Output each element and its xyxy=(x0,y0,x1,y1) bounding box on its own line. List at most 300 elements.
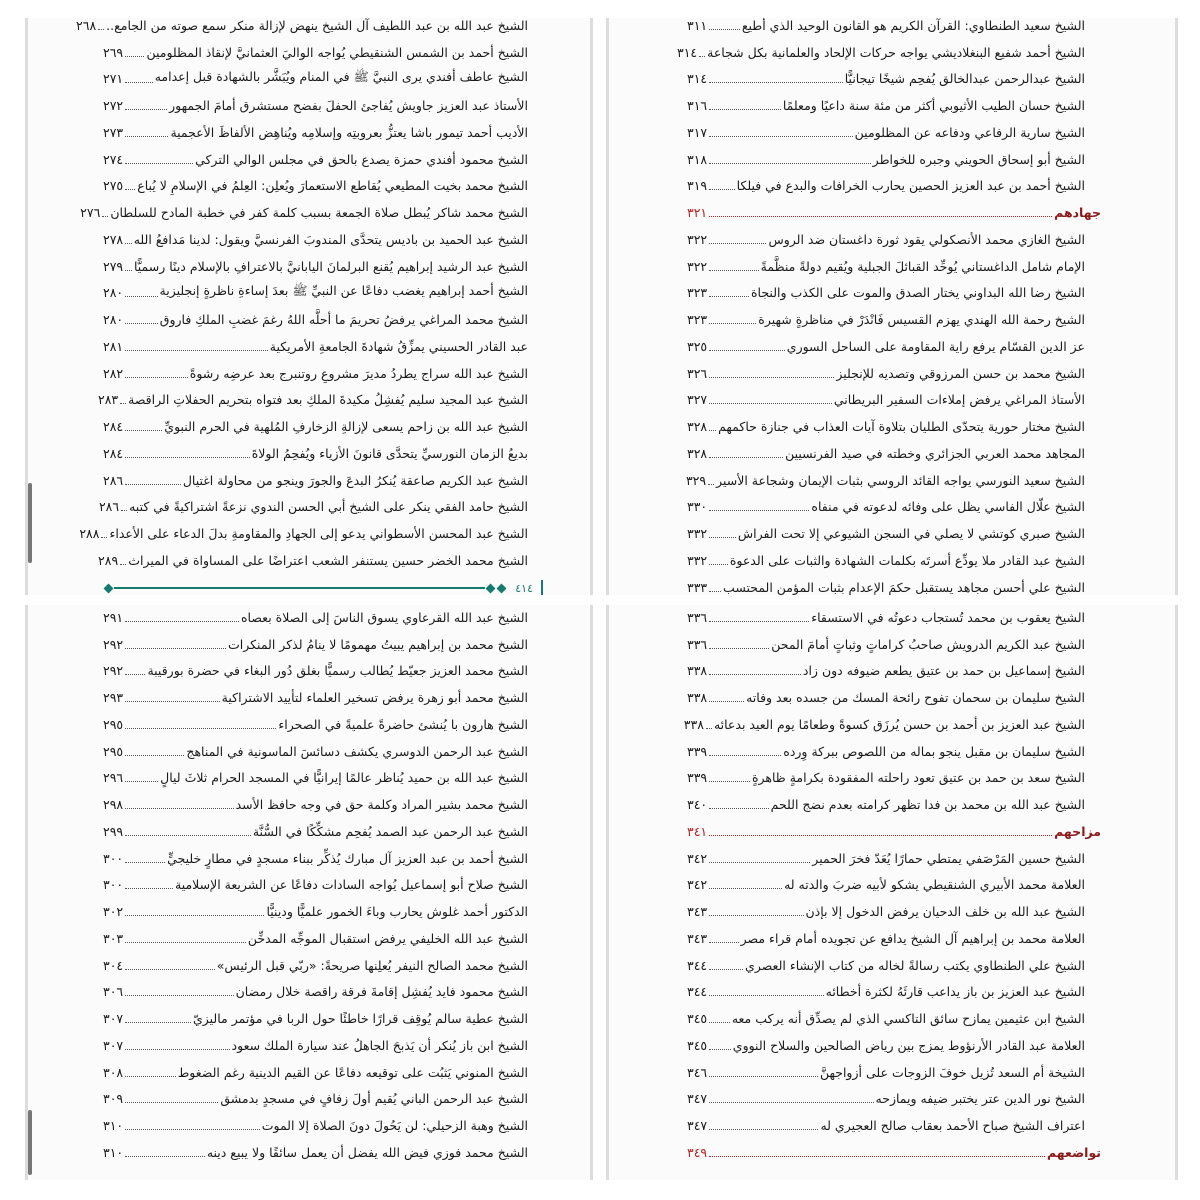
dot-leader xyxy=(125,915,264,916)
toc-entry[interactable] xyxy=(103,631,528,658)
toc-entry[interactable] xyxy=(687,494,1085,521)
entry-title: الشيخ يعقوب بن محمد تُستجاب دعوتُه في الاستسقاء xyxy=(811,609,1085,625)
entry-title: الشيخ عبد الله بن حميد يُناظر عالمًا إيرانيًّا في المسجد الحرام ثلاثَ ليالٍ xyxy=(160,770,528,786)
toc-entry[interactable] xyxy=(103,979,528,1006)
entry-title: الشيخ محمد بن إبراهيم يبيتُ مهمومًا لا ينامُ لذكر المنكرات xyxy=(228,636,528,652)
dot-leader xyxy=(125,82,153,83)
dot-leader xyxy=(709,216,1052,217)
entry-page-number: ٢٩١ xyxy=(103,609,124,625)
toc-entry[interactable] xyxy=(687,952,1085,979)
entry-page-number: ٣١٠ xyxy=(103,1118,124,1134)
entry-title: الشيخ عبد الله سراج يطردُ مديرَ مشروعِ روتنبرج بعد عرضِه رشوةً xyxy=(189,365,528,381)
entry-page-number: ٢٧٨ xyxy=(103,231,124,247)
entry-title: المجاهد محمد العربي الجزائري وخطته في صيد الفرنسيين xyxy=(785,445,1085,461)
dot-leader xyxy=(125,621,239,622)
toc-entry[interactable] xyxy=(103,898,528,925)
entry-title: الشيخ إسماعيل بن حمد بن عتيق يطعم ضيوفه دون زاد xyxy=(802,663,1085,679)
ornament-diamond-icon xyxy=(486,583,496,593)
entry-title: الشيخ مختار حورية يتحدّى الطليان بتلاوة آيات العذاب في جنازة حاكمهم xyxy=(718,419,1085,435)
dot-leader xyxy=(121,510,127,511)
dot-leader xyxy=(709,1102,873,1103)
dot-leader xyxy=(709,1129,818,1130)
dot-leader xyxy=(709,621,809,622)
entry-page-number: ٢٧٥ xyxy=(103,178,124,194)
entry-page-number: ٣٠٠ xyxy=(103,850,124,866)
entry-page-number: ٢٧٣ xyxy=(103,124,124,140)
entry-title: الشيخ سليمان بن سحمان تفوح رائحة المسك من جسده بعد وفاته xyxy=(746,690,1085,706)
toc-entry[interactable] xyxy=(687,791,1085,818)
toc-entry[interactable] xyxy=(687,684,1085,711)
entry-title: الإمام شامل الداغستاني يُوحِّد القبائلَ الجبلية ويُقيم دولةً منظَّمةً xyxy=(760,258,1085,274)
dot-leader xyxy=(125,808,233,809)
dot-leader xyxy=(709,323,756,324)
dot-leader xyxy=(708,484,714,485)
entry-title: الشيخ صلاح أبو إسماعيل يُواجه السادات دفاعًا عن الشريعة الإسلامية xyxy=(175,877,528,893)
entry-title: الشيخ محمود أفندي حمزة يصدع بالحق في مجلس الوالي التركي xyxy=(195,151,528,167)
entry-page-number: ٢٨٤ xyxy=(103,445,124,461)
toc-entry[interactable] xyxy=(103,738,528,765)
dot-leader xyxy=(125,995,233,996)
toc-entry[interactable] xyxy=(687,440,1085,467)
toc-entry[interactable] xyxy=(687,605,1085,631)
dot-leader xyxy=(125,136,168,137)
toc-entry[interactable] xyxy=(687,360,1085,387)
entry-title: الشيخ أحمد شفيع البنغلاديشي يواجه حركات الإلحاد والعلمانية بكل شجاعة xyxy=(707,44,1085,60)
entry-page-number: ٣٣٩ xyxy=(687,743,708,759)
entry-title: الشيخ عبد الحميد بن باديس يتحدَّى المندوبَ الفرنسيَّ ويقول: لدينا مَدافعُ الله xyxy=(133,231,528,247)
page-top-left xyxy=(25,18,593,595)
entry-title: الشيخ حامد الفقي ينكر على الشيخ أبي الحسن الندوي نزعةً اشتراكيةً في كتبه xyxy=(129,499,528,515)
entry-title: الشيخ عبد الرحمن الدوسري يكشف دسائسَ الماسونية في المناهج xyxy=(186,743,528,759)
entry-page-number: ٢٨٤ xyxy=(103,419,124,435)
toc-entry[interactable] xyxy=(103,765,528,792)
dot-leader xyxy=(125,969,215,970)
dot-leader xyxy=(709,377,834,378)
dot-leader xyxy=(125,296,157,297)
page-bottom-left xyxy=(25,605,593,1180)
toc-list xyxy=(103,605,528,1166)
toc-entry[interactable] xyxy=(687,226,1085,253)
entry-page-number: ٣١٤ xyxy=(687,71,708,87)
dot-leader xyxy=(125,942,246,943)
entry-page-number: ٣٢٦ xyxy=(687,365,708,381)
entry-title: مزاحهم xyxy=(1054,823,1101,839)
entry-page-number: ٣٤٣ xyxy=(687,930,708,946)
toc-entry[interactable] xyxy=(76,18,528,39)
toc-entry[interactable] xyxy=(103,711,528,738)
toc-entry[interactable] xyxy=(687,146,1085,173)
entry-page-number: ٣٣٨ xyxy=(683,716,704,732)
entry-title: الشيخ هارون با يُنشئ حاضرةً علميةً في الصحراء xyxy=(278,716,528,732)
toc-entry[interactable] xyxy=(687,1005,1085,1032)
toc-entry[interactable] xyxy=(683,711,1085,738)
entry-page-number: ٢٨٣ xyxy=(97,392,119,408)
toc-entry[interactable] xyxy=(687,280,1085,307)
entry-page-number: ٣٣٨ xyxy=(687,663,708,679)
toc-entry[interactable] xyxy=(103,1005,528,1032)
toc-entry[interactable] xyxy=(687,1032,1085,1059)
entry-page-number: ٣٠٨ xyxy=(103,1064,124,1080)
toc-entry[interactable] xyxy=(676,39,1085,66)
toc-entry[interactable] xyxy=(103,1086,528,1113)
entry-page-number: ٢٧٩ xyxy=(103,258,124,274)
entry-title: الشيخ عبد الله بن زاحم يسعى لإزالةِ الزخارفِ المُلهية في الحرم النبويِّ xyxy=(164,419,528,435)
entry-title: الشيخ عاطف أفندي يرى النبيَّ ﷺ في المنام ويُبَشَّر بالشهادة قبل إعدامه xyxy=(154,69,528,85)
entry-page-number: ٣٤٥ xyxy=(687,1011,708,1027)
dot-leader xyxy=(709,29,740,30)
entry-title: الشيخ أحمد بن عبد العزيز الحصين يحارب الخرافات والبدع في فيلكا xyxy=(736,178,1085,194)
dot-leader xyxy=(125,430,162,431)
dot-leader xyxy=(120,564,126,565)
toc-entry[interactable] xyxy=(103,872,528,899)
dot-leader xyxy=(125,1156,205,1157)
toc-entry[interactable] xyxy=(687,520,1085,547)
toc-entry[interactable] xyxy=(687,18,1085,39)
page-bottom-right xyxy=(606,605,1178,1180)
entry-page-number: ٣٣٢ xyxy=(687,526,708,542)
entry-title: الشيخ محمد شاكر يُبطل صلاة الجمعة بسبب كلمة كفر في خطبة المادح للسلطان xyxy=(110,205,528,221)
entry-page-number: ٢٨٢ xyxy=(103,365,124,381)
entry-page-number: ٣١٦ xyxy=(687,98,708,114)
dot-leader xyxy=(125,484,181,485)
entry-title: الشيخ عبد الرحمن الباني يُقيم أولَ زفافٍ في مسجدٍ بدمشق xyxy=(220,1091,528,1107)
entry-title: عز الدين القسّام يرفع راية المقاومة على الساحل السوري xyxy=(786,338,1085,354)
toc-entry[interactable] xyxy=(687,413,1085,440)
toc-entry[interactable] xyxy=(687,1086,1085,1113)
toc-entry[interactable] xyxy=(103,1032,528,1059)
dot-leader xyxy=(709,915,803,916)
entry-title: الشيخ محمد العزيز جعيّط يُطالب رسميًّا بغلق دُور البغاء في حضرة بورقيبة xyxy=(147,663,528,679)
entry-page-number: ٣٠٣ xyxy=(103,930,124,946)
entry-page-number: ٢٩٨ xyxy=(103,797,124,813)
dot-leader xyxy=(709,1049,731,1050)
toc-entry[interactable] xyxy=(103,1112,528,1139)
toc-entry[interactable] xyxy=(103,92,528,119)
scrollbar[interactable] xyxy=(28,483,32,563)
entry-title: الأستاذ المراغي يرفض إملاءات السفير البريطاني xyxy=(833,392,1085,408)
toc-entry[interactable] xyxy=(80,199,528,226)
toc-entry[interactable] xyxy=(103,280,528,307)
entry-page-number: ٣٤١ xyxy=(687,823,708,839)
dot-leader xyxy=(125,323,158,324)
entry-title: الشيخ محمود فايد يُفشِل إقامةَ فرقة راقصة خلال رمضان xyxy=(235,984,528,1000)
dot-leader xyxy=(709,243,766,244)
entry-page-number: ٣٢٩ xyxy=(685,472,707,488)
toc-entry[interactable] xyxy=(103,440,528,467)
toc-entry[interactable] xyxy=(687,1112,1085,1139)
dot-leader xyxy=(709,270,759,271)
dot-leader xyxy=(102,216,108,217)
entry-page-number: ٣٢٢ xyxy=(687,258,708,274)
entry-title: الشيخ محمد الخضر حسين يستنفر الشعب اعتراضًا على المساواة في الميراث xyxy=(128,552,528,568)
entry-page-number: ٢٩٦ xyxy=(103,770,124,786)
entry-title: الدكتور أحمد غلوش يحارب وباءَ الخمور علميًّا ودينيًّا xyxy=(266,904,528,920)
entry-page-number: ٣٢٥ xyxy=(687,338,708,354)
entry-title: الشيخ عبد الله القرعاوي يسوق الناسَ إلى الصلاة بعصاه xyxy=(240,609,528,625)
dot-leader xyxy=(709,163,871,164)
toc-entry[interactable] xyxy=(103,925,528,952)
entry-title: تواضعهم xyxy=(1046,1144,1101,1160)
dot-leader xyxy=(125,648,226,649)
toc-entry[interactable] xyxy=(687,631,1085,658)
entry-title: جهادهم xyxy=(1054,205,1101,221)
entry-page-number: ٣٢٢ xyxy=(687,231,708,247)
toc-entry[interactable] xyxy=(103,952,528,979)
toc-entry[interactable] xyxy=(687,845,1085,872)
toc-entry[interactable] xyxy=(103,253,528,280)
dot-leader xyxy=(709,82,843,83)
entry-title: الشيخ محمد بخيت المطيعي يُقاطع الاستعمارَ ويُعلِن: العِلمُ في الإسلامِ لا يُباع xyxy=(137,178,528,194)
entry-page-number: ٢٦٩ xyxy=(103,44,124,60)
toc-section-header[interactable] xyxy=(687,199,1101,226)
toc-entry[interactable] xyxy=(687,467,1085,494)
entry-page-number: ٢٨٩ xyxy=(98,552,119,568)
entry-page-number: ٣٢٧ xyxy=(687,392,708,408)
dot-leader xyxy=(125,56,144,57)
toc-list xyxy=(676,18,1101,595)
dot-leader xyxy=(709,564,728,565)
footer-bar xyxy=(541,580,543,595)
toc-entry[interactable] xyxy=(103,306,528,333)
toc-entry[interactable] xyxy=(687,574,1085,595)
entry-page-number: ٢٩٢ xyxy=(103,663,124,679)
entry-title: الشيخ عبد الله الخليفي يرفض استقبال الموجِّه المدخِّن xyxy=(247,930,528,946)
toc-entry[interactable] xyxy=(687,333,1085,360)
toc-entry[interactable] xyxy=(687,658,1085,685)
dot-leader xyxy=(125,189,135,190)
toc-entry[interactable] xyxy=(687,925,1085,952)
toc-entry[interactable] xyxy=(79,520,528,547)
entry-title: اعتراف الشيخ صباح الأحمد بعقاب صالح العجيري له xyxy=(820,1118,1085,1134)
entry-title: الشيخ عبد العزيز بن باز يداعب قارئَهُ لكثرة أخطائه xyxy=(825,984,1085,1000)
toc-entry[interactable] xyxy=(687,92,1085,119)
dot-leader xyxy=(709,403,832,404)
dot-leader xyxy=(709,862,810,863)
dot-leader xyxy=(706,728,712,729)
entry-page-number: ٣١٧ xyxy=(687,124,708,140)
entry-title: الشيخ محمد فوزي فيض الله يفضل أن يعمل سائقًا ولا يبيع دينه xyxy=(206,1144,528,1160)
entry-title: الشيخ أبو إسحاق الحويني وجبره للخواطر xyxy=(872,151,1085,167)
entry-page-number: ٣٣٨ xyxy=(687,690,708,706)
footer-rule xyxy=(114,587,485,589)
entry-page-number: ٣٠٦ xyxy=(103,984,124,1000)
toc-entry[interactable] xyxy=(103,1059,528,1086)
entry-title: الشيخ محمد الصالح النيفر يُعلِنها صريحةً: «ربّي قبل الرئيس» xyxy=(216,957,528,973)
entry-title: الشيخة أم السعد تُزيل خوفَ الزوجات على أزواجهنَّ xyxy=(819,1064,1085,1080)
toc-entry[interactable] xyxy=(103,226,528,253)
entry-title: الشيخ الغازي محمد الأنصكولي يقود ثورة داغستان ضد الروس xyxy=(768,231,1085,247)
entry-title: الشيخ رضا الله البداوني يختار الصدق والموت على الكذب والنجاة xyxy=(751,285,1085,301)
toc-entry[interactable] xyxy=(98,547,528,574)
dot-leader xyxy=(125,350,268,351)
dot-leader xyxy=(709,537,736,538)
entry-page-number: ٣٤٢ xyxy=(687,877,708,893)
entry-title: الشيخ وهبة الزحيلي: لن يَحُولَ دونَ الصلاة إلا الموت xyxy=(261,1118,528,1134)
dot-leader xyxy=(125,270,132,271)
dot-leader xyxy=(125,1102,218,1103)
dot-leader xyxy=(709,510,809,511)
toc-entry[interactable] xyxy=(103,413,528,440)
dot-leader xyxy=(125,728,276,729)
toc-entry[interactable] xyxy=(103,658,528,685)
dot-leader xyxy=(709,1156,1045,1157)
dot-leader xyxy=(709,701,744,702)
toc-entry[interactable] xyxy=(687,979,1085,1006)
toc-section-header[interactable] xyxy=(687,1139,1101,1166)
toc-entry[interactable] xyxy=(103,173,528,200)
entry-title: الشيخ أحمد إبراهيم يغضب دفاعًا عن النبيِّ ﷺ بعدَ إساءةِ ناظرةٍ إنجليزية xyxy=(159,283,528,299)
entry-title: الشيخ علّال الفاسي يظل على وفائه لدعوته في منفاه xyxy=(811,499,1085,515)
dot-leader xyxy=(709,995,823,996)
entry-title: الشيخ نور الدين عتر يختبر ضيفه ويمازحه xyxy=(875,1091,1085,1107)
dot-leader xyxy=(709,350,785,351)
dot-leader xyxy=(125,781,158,782)
dot-leader xyxy=(125,1022,191,1023)
entry-page-number: ٢٧٦ xyxy=(80,205,101,221)
entry-page-number: ٣٠٤ xyxy=(103,957,124,973)
entry-title: الشيخ حسان الطيب الأثيوبي أكثر من مئة سنة داعيًا ومعلمًا xyxy=(782,98,1085,114)
toc-entry[interactable] xyxy=(103,66,528,93)
entry-page-number: ٢٩٢ xyxy=(103,636,124,652)
entry-title: الأستاذ عبد العزيز جاويش يُفاجئ الحفلَ بفضح مستشرق أمامَ الجمهور xyxy=(169,98,528,114)
entry-page-number: ٢٧١ xyxy=(103,71,124,87)
toc-entry[interactable] xyxy=(103,684,528,711)
toc-entry[interactable] xyxy=(103,146,528,173)
toc-entry[interactable] xyxy=(687,872,1085,899)
entry-page-number: ٣٢٨ xyxy=(687,445,708,461)
entry-title: الشيخ عبد الله بن محمد بن فدا تظهر كرامته بعدم نضج اللحم xyxy=(770,797,1085,813)
entry-title: العلامة محمد الأبيري الشنقيطي يشكو لأبيه ضربَ والدته له xyxy=(784,877,1085,893)
entry-title: الشيخ عبد الكريم الدرويش صاحبُ كراماتٍ وثباتٍ أمامَ المحن xyxy=(771,636,1085,652)
entry-title: عبد القادر الحسيني يمزِّقُ شهادةَ الجامعةِ الأمريكية xyxy=(269,338,528,354)
scrollbar[interactable] xyxy=(28,1110,32,1175)
toc-entry[interactable] xyxy=(687,765,1085,792)
entry-page-number: ٢٩٥ xyxy=(103,743,124,759)
entry-page-number: ٢٦٨ xyxy=(76,18,97,33)
toc-entry[interactable] xyxy=(687,898,1085,925)
toc-entry[interactable] xyxy=(687,253,1085,280)
entry-title: الأديب أحمد تيمور باشا يعتزُّ بعروبتِه وإسلامِه ويُناهِض الألفاظَ الأعجمية xyxy=(170,124,528,140)
entry-page-number: ٣١٠ xyxy=(103,1144,124,1160)
entry-title: بديعُ الزمان النورسيِّ يتحدَّى قانونَ الأزياء ويُفحِمُ الولاةَ xyxy=(251,445,528,461)
dot-leader xyxy=(120,403,126,404)
toc-entry[interactable] xyxy=(103,818,528,845)
toc-entry[interactable] xyxy=(687,173,1085,200)
dot-leader xyxy=(125,674,145,675)
toc-entry[interactable] xyxy=(103,333,528,360)
entry-page-number: ٢٩٥ xyxy=(103,716,124,732)
dot-leader xyxy=(709,296,749,297)
entry-title: الشيخ المنوني يَثبُت على توقيعه دفاعًا عن القيم الدينية رغم الضغوط xyxy=(177,1064,528,1080)
entry-page-number: ٣٣٩ xyxy=(687,770,708,786)
toc-entry[interactable] xyxy=(687,1059,1085,1086)
entry-page-number: ٣٠٧ xyxy=(103,1037,124,1053)
entry-page-number: ٣٤٠ xyxy=(687,797,708,813)
entry-page-number: ٣٣٠ xyxy=(687,499,708,515)
toc-entry[interactable] xyxy=(103,360,528,387)
entry-title: الشيخ عبدالرحمن عبدالخالق يُفحِم شيخًا تيجانيًّا xyxy=(844,71,1085,87)
entry-page-number: ٣٣٣ xyxy=(687,579,708,595)
entry-page-number: ٢٨١ xyxy=(103,338,124,354)
dot-leader xyxy=(709,591,721,592)
entry-title: الشيخ محمد المراغي يرفضُ تحريمَ ما أحلَّه اللهُ رغمَ غضبِ الملكِ فاروق xyxy=(159,312,528,328)
entry-page-number: ٢٩٩ xyxy=(103,823,124,839)
toc-entry[interactable] xyxy=(103,119,528,146)
toc-entry[interactable] xyxy=(687,387,1085,414)
ornament-diamond-icon xyxy=(497,583,507,593)
entry-page-number: ٣٣٦ xyxy=(687,636,708,652)
entry-title: الشيخ عبد الرحمن عبد الصمد يُفحِم مشكِّكًا في السُّنَّة xyxy=(252,823,528,839)
dot-leader xyxy=(125,1076,176,1077)
entry-title: الشيخ سليمان بن مقبل ينجو بماله من اللصوص ببركة وِرده xyxy=(783,743,1085,759)
toc-entry[interactable] xyxy=(103,845,528,872)
entry-page-number: ٣٠٠ xyxy=(103,877,124,893)
entry-title: الشيخ ابن باز يُنكر أن يَذبحَ الجاهلُ عند سيارة الملك سعود xyxy=(231,1037,528,1053)
ornament-diamond-icon xyxy=(104,583,114,593)
toc-entry[interactable] xyxy=(687,306,1085,333)
toc-section-header[interactable] xyxy=(687,818,1101,845)
entry-title: الشيخ عبد القادر ملا يودِّع أسرتَه بكلمات الشهادة والثبات على الدعوة xyxy=(729,552,1085,568)
entry-title: الشيخ سعيد الطنطاوي: القرآن الكريم هو القانون الوحيد الذي أطيع xyxy=(741,18,1085,33)
dot-leader xyxy=(709,457,783,458)
dot-leader xyxy=(709,109,781,110)
dot-leader xyxy=(125,457,250,458)
entry-page-number: ٢٧٤ xyxy=(103,151,124,167)
toc-entry[interactable] xyxy=(103,605,528,631)
toc-entry[interactable] xyxy=(103,39,528,66)
entry-page-number: ٣٢٣ xyxy=(687,312,708,328)
dot-leader xyxy=(709,781,750,782)
entry-page-number: ٣٣٢ xyxy=(687,552,708,568)
toc-entry[interactable] xyxy=(103,467,528,494)
entry-title: الشيخ عبد الكريم صاعقة يُنكرُ البدعَ والجورَ وينجو من محاولة اغتيال xyxy=(182,472,528,488)
dot-leader xyxy=(125,109,167,110)
toc-entry[interactable] xyxy=(687,547,1085,574)
entry-page-number: ٣٢١ xyxy=(687,205,708,221)
entry-title: الشيخ عبد العزيز بن أحمد بن حسن يُرزَق كسوةً وطعامًا يوم العيد بدعائه xyxy=(713,716,1085,732)
toc-entry[interactable] xyxy=(687,119,1085,146)
entry-title: العلامة عبد القادر الأرنؤوط يمزج بين رياض الصالحين والسلاح النووي xyxy=(732,1037,1085,1053)
toc-entry[interactable] xyxy=(103,1139,528,1166)
toc-entry[interactable] xyxy=(103,791,528,818)
toc-entry[interactable] xyxy=(97,387,528,414)
entry-page-number: ٣٠٧ xyxy=(103,1011,124,1027)
dot-leader xyxy=(125,243,132,244)
dot-leader xyxy=(709,1022,730,1023)
entry-page-number: ٣٤٦ xyxy=(687,1064,708,1080)
entry-title: الشيخ رحمة الله الهندي يهزم القسيس فَانْدَرْ في مناظرةٍ شهيرة xyxy=(758,312,1085,328)
dot-leader xyxy=(709,888,782,889)
dot-leader xyxy=(709,835,1052,836)
dot-leader xyxy=(125,701,220,702)
dot-leader xyxy=(709,136,853,137)
toc-entry[interactable] xyxy=(687,66,1085,93)
entry-title: الشيخ محمد بن حسن المرزوقي وتصديه للإنجليز xyxy=(836,365,1085,381)
toc-entry[interactable] xyxy=(98,494,528,521)
toc-entry[interactable] xyxy=(687,738,1085,765)
entry-title: الشيخ حسين المَرْصَفي يمتطي حمارًا يُعَدّ فخرَ الحمير xyxy=(812,850,1085,866)
entry-title: الشيخ عبد الله بن عبد اللطيف آل الشيخ ينهض لإزالة منكر سمع صوته من الجامع.. xyxy=(106,18,528,33)
entry-title: الشيخ محمد أبو زهرة يرفض تسخير العلماء لتأييد الاشتراكية xyxy=(221,690,528,706)
entry-title: الشيخ عبد الله بن خلف الدحيان يرفض الدخول إلا بإذن xyxy=(805,904,1085,920)
entry-page-number: ٢٨٠ xyxy=(103,285,124,301)
entry-title: الشيخ سعيد النورسي يواجه القائد الروسي بثبات الإيمان وشجاعة الأسير xyxy=(716,472,1085,488)
entry-page-number: ٢٨٦ xyxy=(98,499,120,515)
dot-leader xyxy=(699,56,705,57)
entry-page-number: ٣١١ xyxy=(687,18,708,33)
dot-leader xyxy=(709,674,801,675)
entry-title: الشيخ عبد المجيد سليم يُفشِلُ مكيدةَ الملكِ بعد فتواه بتحريم الحفلاتِ الراقصة xyxy=(128,392,528,408)
